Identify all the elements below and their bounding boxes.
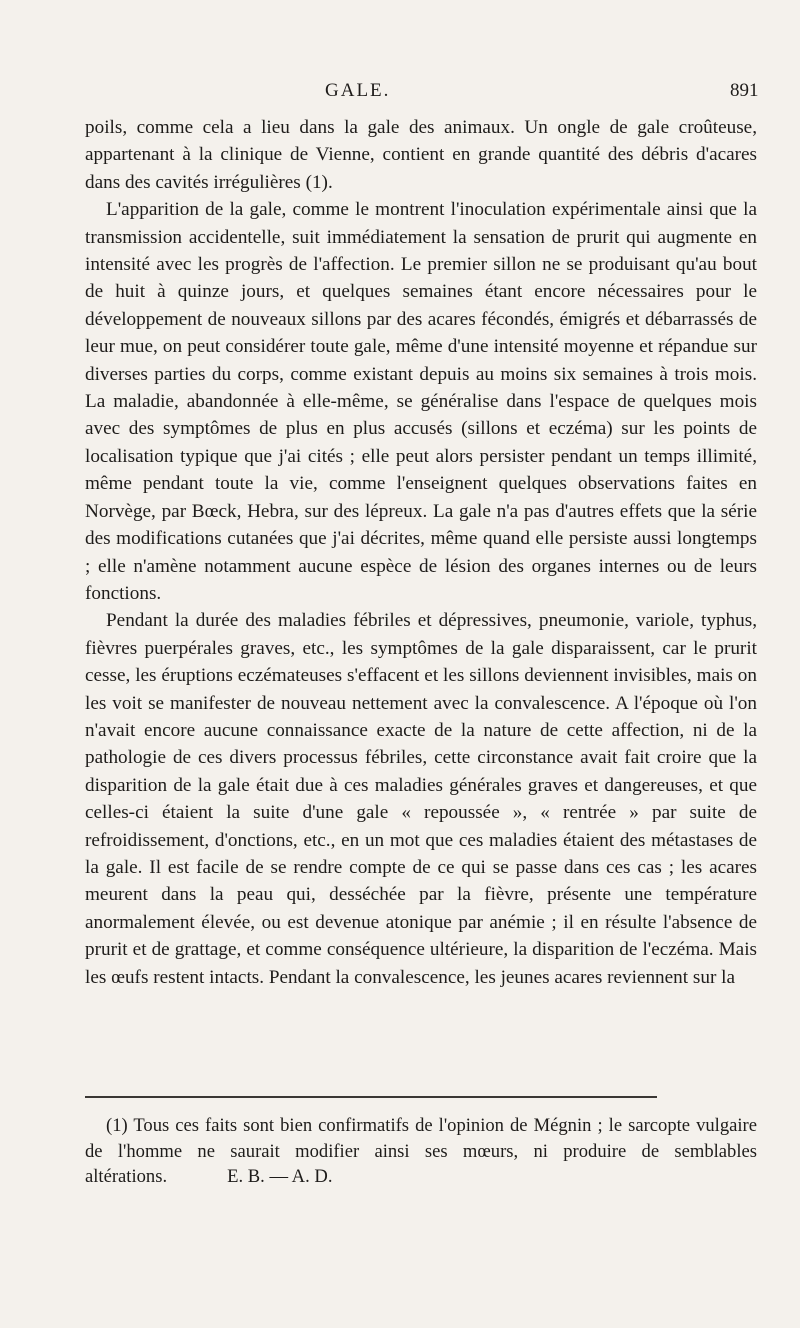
page-header — [0, 80, 800, 110]
footnote — [85, 1113, 757, 1190]
paragraph-maladies-febriles: Pendant la durée des maladies fébriles et dépressives, pneumonie, variole, typhus, fièvres puerpérales graves, etc., les symptômes de la gale disparaissent, car le prurit cesse, les éruptions eczémateuses s'effacent et les sillons deviennent invisibles, mais on les voit se manifester de nouveau nettement avec la convalescence. A l'époque où l'on n'avait encore aucune connaissance exacte de la nature de cette affection, ni de la pathologie de ces divers processus fébriles, cette circonstance avait fait croire que la disparition de la gale était due à ces maladies générales graves et dangereuses, et que celles-ci étaient la suite d'une gale « repoussée », « rentrée » par suite de refroidissement, d'onctions, etc., en un mot que ces maladies étaient des métastases de la gale. Il est facile de se rendre compte de ce qui se passe dans ces cas ; les acares meurent dans la peau qui, desséchée par la fièvre, présente une température anormalement élevée, ou est devenue atonique par anémie ; il en résulte l'absence de prurit et de grattage, et comme conséquence ultérieure, la disparition de l'eczéma. Mais les œufs restent intacts. Pendant la convalescence, les jeunes acares reviennent sur la — [85, 610, 757, 988]
page-number: 891 — [730, 80, 759, 101]
body-text — [85, 114, 757, 991]
footnote-text: (1) Tous ces faits sont bien confirmatifs de l'opinion de Mégnin ; le sarcopte vulgaire de l'homme ne saurait modifier ainsi ses mœurs, ni produire de semblables altérations. — [85, 1115, 757, 1187]
footnote-text-block — [85, 1113, 757, 1190]
footnote-signature: E. B. — A. D. — [227, 1166, 333, 1187]
paragraph-apparition: L'apparition de la gale, comme le montrent l'inoculation expérimentale ainsi que la transmission accidentelle, suit immédiatement la sensation de prurit qui augmente en intensité avec les progrès de l'affection. Le premier sillon ne se produisant qu'au bout de huit à quinze jours, et quelques semaines étant encore nécessaires pour le développement de nouveaux sillons par des acares fécondés, émigrés et débarrassés de leur mue, on peut considérer toute gale, même d'une intensité moyenne et répandue sur diverses parties du corps, comme existant depuis au moins six semaines à trois mois. La maladie, abandonnée à elle-même, se généralise dans l'espace de quelques mois avec des symptômes de plus en plus accusés (sillons et eczéma) sur les points de localisation typique que j'ai cités ; elle peut alors persister pendant un temps illimité, même pendant toute la vie, comme l'enseignent quelques observations faites en Norvège, par Bœck, Hebra, sur des lépreux. La gale n'a pas d'autres effets que la série des modifications cutanées que j'ai décrites, même quand elle persiste aussi longtemps ; elle n'amène notamment aucune espèce de lésion des organes internes ou de leurs fonctions. — [85, 199, 757, 604]
paragraph-continuation: poils, comme cela a lieu dans la gale des animaux. Un ongle de gale croûteuse, appartenant à la clinique de Vienne, contient en grande quantité des débris d'acares dans des cavités irrégulières (1). — [85, 117, 757, 193]
footnote-rule — [85, 1096, 657, 1098]
running-head: GALE. — [325, 80, 391, 101]
